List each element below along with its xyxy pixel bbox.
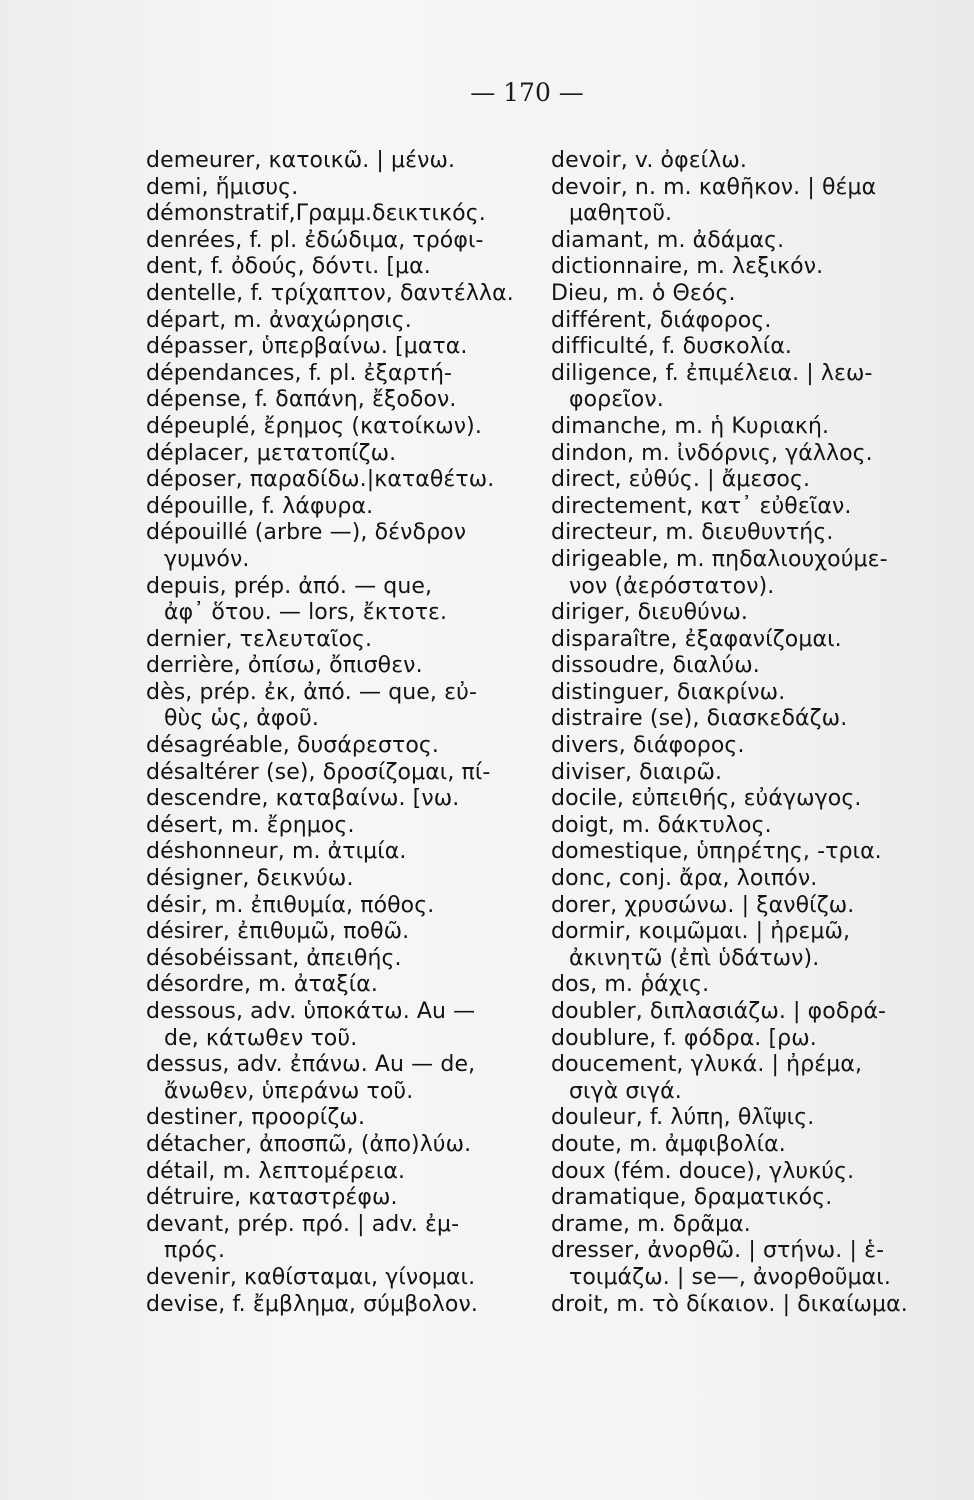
dictionary-entry-line: dimanche, m. ἡ Κυριακή. <box>551 413 830 439</box>
dictionary-entry-line: dorer, χρυσώνω. | ξανθίζω. <box>551 892 855 918</box>
dictionary-entry-line: σιγὰ σιγά. <box>569 1078 682 1104</box>
dictionary-entry-line: dès, prép. ἐκ, ἀπό. — que, εὐ- <box>146 679 477 705</box>
dictionary-entry-line: dissoudre, διαλύω. <box>551 653 760 679</box>
dictionary-entry-line: directement, κατ᾽ εὐθεῖαν. <box>551 493 852 519</box>
dictionary-entry-line: direct, εὐθύς. | ἄμεσος. <box>551 467 811 493</box>
dictionary-entry-line: droit, m. τὸ δίκαιον. | δικαίωμα. <box>551 1291 908 1317</box>
dictionary-entry-line: μαθητοῦ. <box>569 201 673 227</box>
dictionary-entry-line: νον (ἀερόστατον). <box>569 573 775 599</box>
dictionary-entry-line: diamant, m. ἀδάμας. <box>551 227 785 253</box>
dictionary-entry-line: θὺς ὡς, ἀφοῦ. <box>164 706 319 732</box>
dictionary-entry-line: désordre, m. ἀταξία. <box>146 972 379 998</box>
dictionary-entry-line: doigt, m. δάκτυλος. <box>551 812 772 838</box>
dictionary-entry-line: désert, m. ἔρημος. <box>146 812 355 838</box>
dictionary-entry-line: dépeuplé, ἔρημος (κατοίκων). <box>146 413 482 439</box>
dictionary-entry-line: destiner, προορίζω. <box>146 1105 366 1131</box>
dictionary-entry-line: τοιμάζω. | se—, ἀνορθοῦμαι. <box>569 1264 891 1290</box>
dictionary-entry-line: désobéissant, ἀπειθής. <box>146 945 402 971</box>
dictionary-entry-line: désigner, δεικνύω. <box>146 866 354 892</box>
dictionary-entry-line: doucement, γλυκά. | ἠρέμα, <box>551 1052 863 1078</box>
dictionary-entry-line: dormir, κοιμῶμαι. | ἠρεμῶ, <box>551 919 851 945</box>
left-column <box>146 148 526 1318</box>
dictionary-entry-line: dessus, adv. ἐπάνω. Au — de, <box>146 1052 476 1078</box>
dictionary-entry-line: devoir, n. m. καθῆκον. | θέμα <box>551 174 877 200</box>
dictionary-entry-line: dresser, ἀνορθῶ. | στήνω. | ἑ- <box>551 1238 885 1264</box>
dictionary-entry-line: drame, m. δρᾶμα. <box>551 1211 751 1237</box>
dictionary-entry-line: descendre, καταβαίνω. [νω. <box>146 786 460 812</box>
dictionary-entry-line: disparaître, ἐξαφανίζομαι. <box>551 626 842 652</box>
dictionary-entry-line: dramatique, δραματικός. <box>551 1185 833 1211</box>
dictionary-entry-line: docile, εὐπειθής, εὐάγωγος. <box>551 786 862 812</box>
dictionary-entry-line: diligence, f. ἐπιμέλεια. | λεω- <box>551 360 873 386</box>
dictionary-entry-line: démonstratif,Γραμμ.δεικτικός. <box>146 201 486 227</box>
dictionary-entry-line: dos, m. ῥάχις. <box>551 972 710 998</box>
dictionary-entry-line: depuis, prép. ἀπό. — que, <box>146 573 433 599</box>
dictionary-entry-line: déplacer, μετατοπίζω. <box>146 440 397 466</box>
dictionary-entry-line: dirigeable, m. πηδαλιουχούμε- <box>551 546 888 572</box>
dictionary-entry-line: derrière, ὀπίσω, ὄπισθεν. <box>146 653 423 679</box>
dictionary-entry-line: différent, διάφορος. <box>551 307 772 333</box>
dictionary-entry-line: dépense, f. δαπάνη, ἔξοδον. <box>146 387 457 413</box>
dictionary-entry-line: douleur, f. λύπη, θλῖψις. <box>551 1105 815 1131</box>
dictionary-entry-line: dindon, m. ἰνδόρνις, γάλλος. <box>551 440 873 466</box>
dictionary-entry-line: détacher, ἀποσπῶ, (ἀπο)λύω. <box>146 1131 472 1157</box>
dictionary-entry-line: dernier, τελευταῖος. <box>146 626 373 652</box>
dictionary-entry-line: devant, prép. πρό. | adv. ἐμ- <box>146 1211 460 1237</box>
dictionary-entry-line: φορεῖον. <box>569 387 664 413</box>
dictionary-entry-line: difficulté, f. δυσκολία. <box>551 334 793 360</box>
dictionary-entry-line: dépendances, f. pl. ἐξαρτή- <box>146 360 453 386</box>
dictionary-entry-line: dépasser, ὑπερβαίνω. [ματα. <box>146 334 468 360</box>
dictionary-entry-line: distraire (se), διασκεδάζω. <box>551 706 848 732</box>
dictionary-entry-line: devoir, v. ὀφείλω. <box>551 148 747 173</box>
page-number: — 170 — <box>470 78 584 107</box>
dictionary-entry-line: diviser, διαιρῶ. <box>551 759 723 785</box>
dictionary-entry-line: désirer, ἐπιθυμῶ, ποθῶ. <box>146 919 410 945</box>
dictionary-entry-line: donc, conj. ἄρα, λοιπόν. <box>551 866 818 892</box>
dictionary-entry-line: déposer, παραδίδω.|καταθέτω. <box>146 467 495 493</box>
dictionary-entry-line: dépouillé (arbre —), δένδρον <box>146 520 467 546</box>
dictionary-entry-line: départ, m. ἀναχώρησις. <box>146 307 412 333</box>
dictionary-entry-line: domestique, ὑπηρέτης, -τρια. <box>551 839 882 865</box>
dictionary-entry-line: distinguer, διακρίνω. <box>551 679 786 705</box>
dictionary-entry-line: devise, f. ἔμβλημα, σύμβολον. <box>146 1291 478 1317</box>
dictionary-entry-line: dictionnaire, m. λεξικόν. <box>551 254 824 280</box>
dictionary-entry-line: ἀκινητῶ (ἐπὶ ὑδάτων). <box>569 945 820 971</box>
dictionary-entry-line: demeurer, κατοικῶ. | μένω. <box>146 148 456 173</box>
dictionary-entry-line: denrées, f. pl. ἐδώδιμα, τρόφι- <box>146 227 484 253</box>
dictionary-entry-line: devenir, καθίσταμαι, γίνομαι. <box>146 1264 476 1290</box>
dictionary-entry-line: doute, m. ἀμφιβολία. <box>551 1131 786 1157</box>
dictionary-entry-line: désir, m. ἐπιθυμία, πόθος. <box>146 892 435 918</box>
right-column <box>551 148 931 1318</box>
dictionary-entry-line: désagréable, δυσάρεστος. <box>146 733 440 759</box>
dictionary-entry-line: ἄνωθεν, ὑπεράνω τοῦ. <box>164 1078 414 1104</box>
dictionary-entry-line: demi, ἥμισυς. <box>146 174 299 200</box>
dictionary-entry-line: directeur, m. διευθυντής. <box>551 520 834 546</box>
dictionary-entry-line: doubler, διπλασιάζω. | φοδρά- <box>551 999 887 1024</box>
dictionary-entry-line: déshonneur, m. ἀτιμία. <box>146 839 407 865</box>
dictionary-entry-line: dentelle, f. τρίχαπτον, δαντέλλα. <box>146 280 514 306</box>
dictionary-entry-line: divers, διάφορος. <box>551 733 745 759</box>
dictionary-entry-line: diriger, διευθύνω. <box>551 600 748 626</box>
dictionary-entry-line: Dieu, m. ὁ Θεός. <box>551 280 736 306</box>
dictionary-entry-line: dessous, adv. ὑποκάτω. Au — <box>146 999 476 1024</box>
dictionary-entry-line: désaltérer (se), δροσίζομαι, πί- <box>146 759 491 785</box>
dictionary-entry-line: dent, f. ὀδούς, δόντι. [μα. <box>146 254 431 280</box>
dictionary-entry-line: de, κάτωθεν τοῦ. <box>164 1025 358 1051</box>
dictionary-entry-line: γυμνόν. <box>164 546 250 572</box>
dictionary-entry-line: détail, m. λεπτομέρεια. <box>146 1158 406 1184</box>
dictionary-entry-line: dépouille, f. λάφυρα. <box>146 493 374 519</box>
dictionary-entry-line: doublure, f. φόδρα. [ρω. <box>551 1025 817 1051</box>
dictionary-entry-line: ἀφ᾽ ὅτου. — lors, ἔκτοτε. <box>164 600 448 626</box>
dictionary-entry-line: doux (fém. douce), γλυκύς. <box>551 1158 855 1184</box>
dictionary-entry-line: πρός. <box>164 1238 226 1264</box>
dictionary-entry-line: détruire, καταστρέφω. <box>146 1185 398 1211</box>
